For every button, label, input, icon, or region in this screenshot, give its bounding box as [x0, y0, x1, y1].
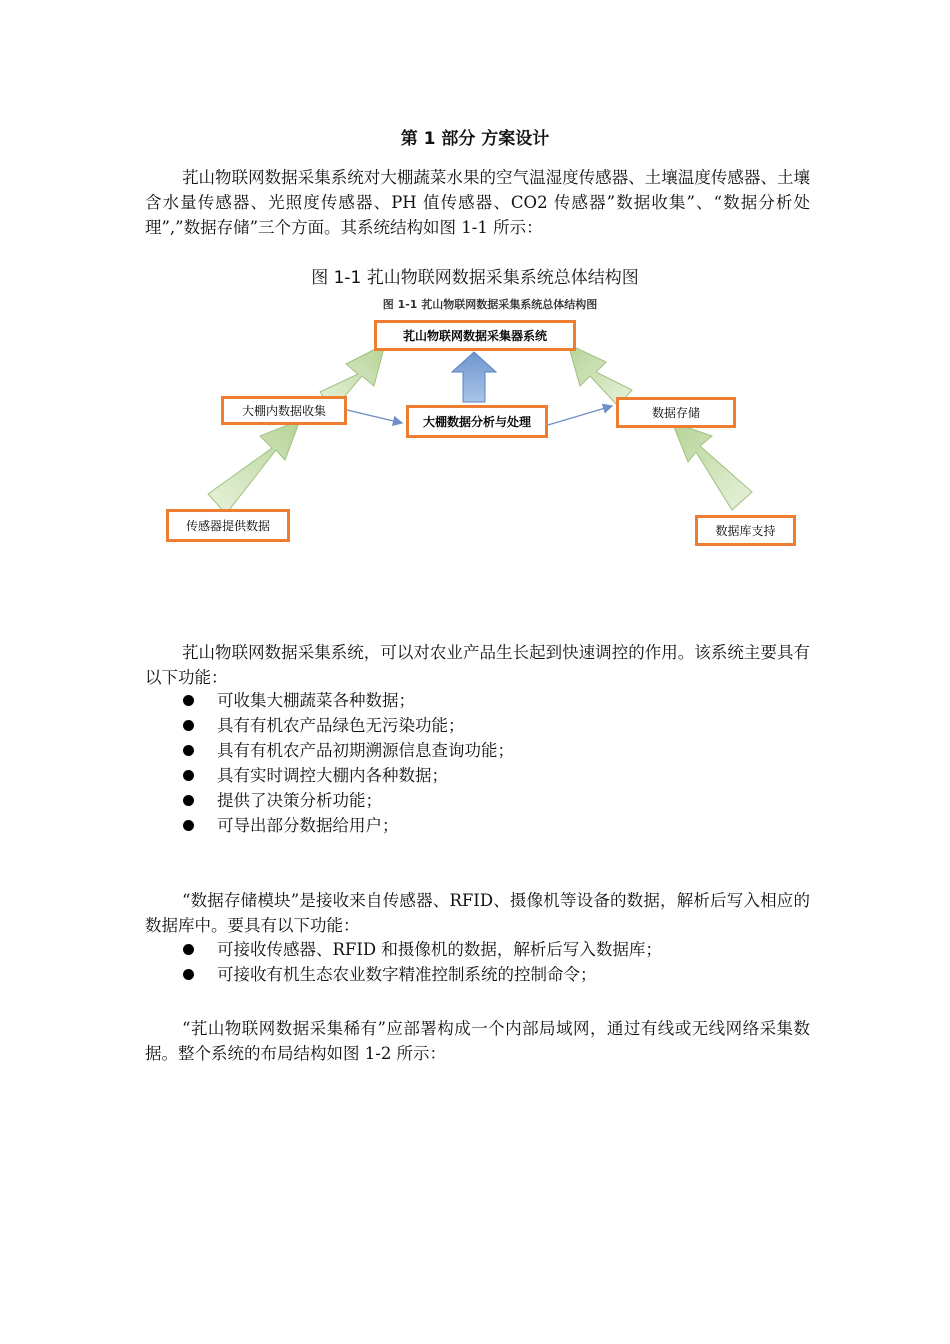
feature-list — [145, 688, 810, 838]
connector-analyze-to-store — [548, 406, 612, 425]
arrow-sensor-to-collect — [208, 420, 300, 514]
list-item: 可导出部分数据给用户； — [145, 813, 810, 838]
node-data-store: 数据存储 — [616, 397, 736, 428]
list-item: 具有有机农产品绿色无污染功能； — [145, 713, 810, 738]
list-item: 可收集大棚蔬菜各种数据； — [145, 688, 810, 713]
list-item: 可接收传感器、RFID 和摄像机的数据，解析后写入数据库； — [145, 937, 810, 962]
list-item: 具有实时调控大棚内各种数据； — [145, 763, 810, 788]
bullet-icon — [183, 944, 194, 955]
bullet-icon — [183, 770, 194, 781]
list-item: 提供了决策分析功能； — [145, 788, 810, 813]
section-title: 第 1 部分 方案设计 — [400, 129, 550, 149]
arrow-analyze-to-top — [452, 352, 496, 402]
node-data-analyze: 大棚数据分析与处理 — [406, 405, 548, 438]
node-top-system: 芤山物联网数据采集器系统 — [374, 320, 576, 351]
node-data-collect: 大棚内数据收集 — [221, 396, 347, 425]
figure-caption: 图 1-1 芤山物联网数据采集系统总体结构图 — [311, 268, 639, 288]
bullet-icon — [183, 745, 194, 756]
arrow-database-to-store — [672, 422, 752, 510]
bullet-icon — [183, 969, 194, 980]
bullet-icon — [183, 820, 194, 831]
storage-paragraph: “数据存储模块”是接收来自传感器、RFID、摄像机等设备的数据，解析后写入相应的数据库中。要具有以下功能： — [145, 891, 810, 935]
connector-collect-to-analyze — [347, 410, 402, 423]
node-database: 数据库支持 — [695, 515, 796, 546]
bullet-icon — [183, 795, 194, 806]
function-paragraph: 芤山物联网数据采集系统，可以对农业产品生长起到快速调控的作用。该系统主要具有以下功能： — [145, 643, 810, 687]
structure-diagram — [0, 0, 950, 600]
bullet-icon — [183, 695, 194, 706]
figure-caption-embedded: 图 1-1 芤山物联网数据采集系统总体结构图 — [382, 298, 598, 311]
list-item: 可接收有机生态农业数字精准控制系统的控制命令； — [145, 962, 810, 987]
list-item: 具有有机农产品初期溯源信息查询功能； — [145, 738, 810, 763]
network-paragraph: “芤山物联网数据采集稀有”应部署构成一个内部局域网，通过有线或无线网络采集数据。整个系统的布局结构如图 1-2 所示： — [145, 1019, 810, 1063]
node-sensor: 传感器提供数据 — [166, 509, 290, 542]
bullet-icon — [183, 720, 194, 731]
storage-feature-list — [145, 937, 810, 987]
intro-paragraph: 芤山物联网数据采集系统对大棚蔬菜水果的空气温湿度传感器、土壤温度传感器、土壤含水量传感器、光照度传感器、PH 值传感器、CO2 传感器”数据收集”、“数据分析处理”,”数据存储”三个方面。其系统结构如图 1-1 所示： — [145, 168, 810, 237]
